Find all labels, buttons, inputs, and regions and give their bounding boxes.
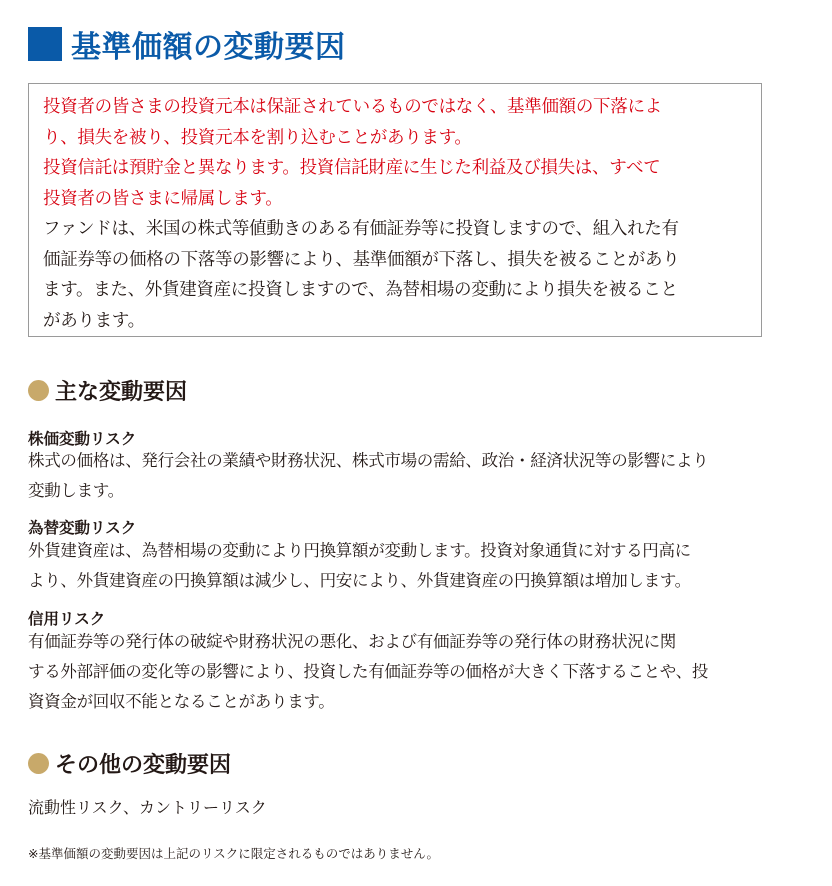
- footnote: ※基準価額の変動要因は上記のリスクに限定されるものではありません。: [28, 846, 439, 861]
- stock-price-risk-desc: [28, 446, 770, 506]
- notice-body-line: があります。: [43, 310, 145, 331]
- risk-desc-line: する外部評価の変化等の影響により、投資した有価証券等の価格が大きく下落することや、投: [28, 662, 709, 681]
- credit-risk-desc: [28, 627, 770, 717]
- main-factors-heading: [28, 375, 187, 406]
- risk-desc-line: より、外貨建資産の円換算額は減少し、円安により、外貨建資産の円換算額は増加します。: [28, 571, 691, 590]
- risk-notice-box: [28, 83, 762, 337]
- stock-price-risk-title: 株価変動リスク: [28, 430, 137, 448]
- other-factors-text: 流動性リスク、カントリーリスク: [28, 798, 267, 817]
- credit-risk-title: 信用リスク: [28, 610, 106, 628]
- notice-body-line: 価証券等の価格の下落等の影響により、基準価額が下落し、損失を被ることがあり: [43, 249, 680, 270]
- notice-body-line: ファンドは、米国の株式等値動きのある有価証券等に投資しますので、組入れた有: [43, 219, 679, 239]
- notice-body-line: ます。また、外貨建資産に投資しますので、為替相場の変動により損失を被ること: [43, 280, 678, 300]
- gold-dot-icon: [28, 380, 49, 401]
- risk-desc-line: 変動します。: [28, 481, 124, 500]
- risk-desc-line: 株式の価格は、発行会社の業績や財務状況、株式市場の需給、政治・経済状況等の影響により: [28, 451, 709, 470]
- notice-red-line: り、損失を被り、投資元本を割り込むことがあります。: [43, 127, 472, 148]
- notice-red-line: 投資者の皆さまに帰属します。: [43, 188, 283, 209]
- risk-desc-line: 外貨建資産は、為替相場の変動により円換算額が変動します。投資対象通貨に対する円高に: [28, 541, 691, 560]
- page-title-row: [28, 22, 346, 66]
- other-factors-heading: [28, 748, 231, 779]
- fx-risk-desc: [28, 536, 770, 596]
- other-factors-heading-text: その他の変動要因: [55, 753, 232, 778]
- gold-dot-icon: [28, 753, 49, 774]
- page-title: 基準価額の変動要因: [71, 30, 346, 65]
- risk-desc-line: 資資金が回収不能となることがあります。: [28, 692, 335, 711]
- risk-desc-line: 有価証券等の発行体の破綻や財務状況の悪化、および有価証券等の発行体の財務状況に関: [28, 632, 677, 651]
- fx-risk-title: 為替変動リスク: [28, 519, 137, 537]
- notice-red-line: 投資信託は預貯金と異なります。投資信託財産に生じた利益及び損失は、すべて: [43, 158, 661, 178]
- notice-red-line: 投資者の皆さまの投資元本は保証されているものではなく、基準価額の下落によ: [43, 97, 662, 117]
- title-square-icon: [28, 27, 62, 61]
- main-factors-heading-text: 主な変動要因: [55, 380, 188, 405]
